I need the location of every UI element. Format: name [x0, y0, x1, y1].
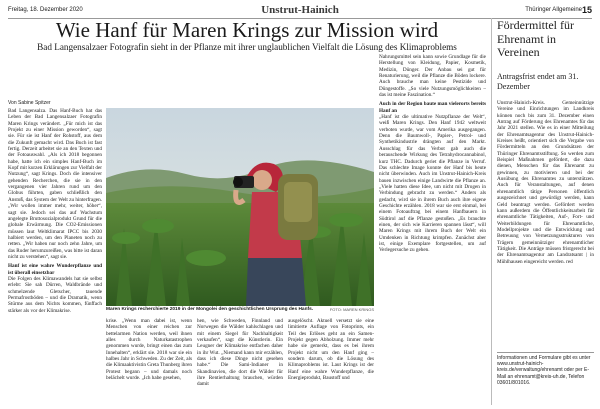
article-column-1: [8, 108, 102, 406]
article-headline: Wie Hanf für Maren Krings zur Mission wird: [55, 18, 439, 42]
column-text: Die Folgen des Klimawandels hat sie selbst erlebt: Sie sah Dürren, Waldbrände und schmelzende Gletscher, tauende Permafrostböden – und die Dramatik, wenn Stürme aus dem Nichts kommen, fünffach stärker als vor der Klimakrise.: [8, 275, 102, 314]
column-text: Nahrungsmittel sein kann sowie Grundlage für die Herstellung von Kleidung, Papier, Kosmetik, Medizin, Dünger. Der Anbau sei gut für Renaturierung, weil die Pflanze die Böden lockere. Auch brauche man keine Pestizide und Düngestoffe. „So viele Nutzungsmöglichkeiten – das ist meine Faszination.“: [379, 54, 486, 99]
section-title: Unstrut-Hainich: [261, 4, 339, 16]
column-text: krise. „Wenn man dabei ist, wenn Menschen von einer reichen zur bettelarmen Nation werden, weil ihnen alles durch Naturkatastrophen genommen wurde, bringt einen das zum Innehalten“, erklärt sie. 2018 war sie ein halbes Jahr in Schweden. Zu der Zeit, als die Klimaaktivistin Greta Thunberg ihren Protest begann – und damals noch belächelt wurde. „Ich habe gesehen,: [106, 318, 192, 382]
sidebar-info-text: Informationen und Formulare gibt es unter www.unstrut-hainich-kreis.de/verwaltung/ehrenamt oder per E-Mail an ehrenamt@kreis-uh.de, Telefon 03601/801016.: [497, 355, 591, 386]
column-text: Bad Langensalza. Das Hanf-Buch hat das Leben der Bad Langensalzaer Fotografin Maren Krings verändert. „Für mich ist das Projekt zu einer Mission geworden“, sagt sie. Für sie ist Hanf der Rohstoff, aus dem die Zukunft gemacht wird. Das Buch ist fast fertig. Derzeit arbeitet sie an den Texten und der Fotoauswahl. „Als ich 2018 begonnen habe, hatte ich ein simples Hanf-Buch im Kopf mit kurzen Erklärungen zur Vielfalt der Nutzung“, sagt Krings. Doch die intensiver gehenden Recherchen, die sie in den vergangenen vier Jahren rund um den Globus führten, gaben schließlich den Anstoß, das System der Welt zu hinterfragen. „Wir wollen immer mehr, weiter, höher“, sagt sie. Jedoch sei das auf Wachstum angelegte Bruttosozialprodukt Grund für die globale Erwärmung. Die CO2-Emissionen müssen laut Weltklimarat IPCC bis 2030 halbiert werden, um den Planeten noch zu retten. „Wir haben nur noch zehn Jahre, um das Ruder herumzureißen, was bitte ist daran nicht zu verstehen“, sagt sie.: [8, 108, 102, 260]
photo-caption: Maren Krings recherchierte 2019 in der Mongolei den geschichtlichen Ursprung des Hanfs.: [106, 307, 314, 312]
subheading: Auch in der Region baute man vielerorts bereits Hanf an: [379, 101, 486, 114]
subheading: Hanf ist eine wahre Wunderpflanze und ist überall einsetzbar: [8, 263, 102, 276]
sidebar-subhead: Antragsfrist endet am 31. Dezember: [497, 72, 579, 91]
article-author: Von Sabine Spitzer: [8, 100, 51, 106]
article-subhead: Bad Langensalzaer Fotografin sieht in der Pflanze mit ihrer unglaublichen Vielfalt die Lösung des Klimaproblems: [37, 42, 457, 52]
sidebar-headline: Fördermittel für Ehrenamt in Vereinen: [497, 18, 574, 59]
issue-date: Freitag, 18. Dezember 2020: [8, 7, 83, 13]
column-divider: [491, 18, 492, 405]
column-text: ausgelöscht. Aktuell versetzt sie eine limitierte Auflage von Fotoprints, ein Teil des Erlöses geht an ein Samen-Projekt gegen Abholzung. Immer mehr habe sie gemerkt, dass es bei ihrem Projekt nicht um den Hanf ging – sondern darum, ob die Lösung des Klimaproblems ist. Laut Krings ist der Hanf eine wahre Wunderpflanze, die Energieprodukt, Baustoff und: [288, 318, 374, 382]
article-column-5: [379, 54, 486, 406]
article-photo: [106, 108, 374, 306]
newspaper-name: Thüringer Allgemeine: [525, 7, 582, 13]
sidebar-text: Unstrut-Hainich-Kreis. Gemeinnützige Vereine und Einrichtungen im Landkreis können noch bis zum 31. Dezember einen Antrag auf Förderung des Ehrenamtes für das Jahr 2021 stellen. Wie es in einer Mitteilung der Ehrenamtsagentur des Unstrut-Hainich-Kreises heißt, orientiert sich die Vergabe von Fördermitteln an den Grundsätzen der Thüringer Ehrenamtsstiftung. So werden zum Beispiel Maßnahmen gefördert, die dazu dienen, Menschen für das Ehrenamt zu gewinnen, zu motivieren und bei der Ausübung des Ehrenamtes zu unterstützen. Auch für Veranstaltungen, auf denen ehrenamtlich tätige Personen öffentlich ausgezeichnet und gewürdigt werden, kann Geld beantragt werden. Gefördert werden kann außerdem die Öffentlichkeitsarbeit für ehrenamtliche Tätigkeiten, Auf-, Fort- und Weiterbildungen für Ehrenamtliche, Modellprojekte und die Entwicklung und Betreuung von Vernetzungsstrukturen von Trägern gemeinnütziger ehrenamtlicher Tätigkeit. Die Anträge müssen fristgerecht bei der Ehrenamtsagentur am Landratsamt | in Mühlhausen eingereicht werden. red: [497, 100, 594, 265]
article-column-4: [288, 318, 374, 406]
page-number: 15: [581, 5, 592, 15]
photographer-in-hemp-field-image: [106, 108, 374, 306]
sidebar-body: [497, 100, 594, 265]
masthead: [8, 4, 592, 19]
photo-credit: FOTO: MAREN KRINGS: [329, 307, 374, 312]
sidebar-info-box: [497, 352, 594, 386]
column-text: hen, wie Schweden, Finnland und Norwegen die Wälder kahlschlagen und mit einem Siegel für Nachhaltigkeit verkaufen“, sagt die Künstlerin. Ein Leugner der Klimakrise entfachen daher in ihr Wut. „Niemand kann mir erzählen, dass ich diese Dinge nicht gesehen habe.“ Die Sami-Indianer in Skandinavien, die dort die Wälder für ihre Rentierhaltung brauchen, würden damit: [197, 318, 283, 388]
article-column-3: [197, 318, 283, 406]
photo-caption-block: [106, 307, 374, 313]
article-column-2: [106, 318, 192, 406]
column-text: „Hanf ist die ultimative Nutzpflanze der Welt“, weiß Maren Krings. Den Hanf 1942 weltweit verboten wurde, war vom Amerika ausgegangen. Denn die Baumwoll-, Papier-, Petrol- und Synthetikindustrie drängten auf den Markt. Ausschlag für das Verbot gab auch die berauschende Wirkung des Tetrahydrocannabinol, kurz THC. Dadurch geriet die Pflanze in Verruf. Das schlechte Image konnte der Hanf bis heute nicht überwinden. Auch im Unstrut-Hainich-Kreis bauen inzwischen einige Landwirte die Pflanze an. „Viele hatten diese Idee, um nicht mit Drogen in Verbindung gebracht zu werden.“ Anders als gedacht, wird sie in ihrem Buch auch ihre eigene Geschichte erzählen. 2018 war sie erst einmal, bei einem Fotoauftrag bei einem Hanfbauern in Südtirol auf die Pflanze gestoßen. „Es brauchte einen, der sich wie Karrieren spannen lässt“, will Maren Krings mit ihrem Buch der Welt ein Umdenken in Richtung krimpfen. Zunächst aber ist, einige Exemplare fortgestellen, um auf Verlegersuche zu gehen.: [379, 114, 486, 254]
